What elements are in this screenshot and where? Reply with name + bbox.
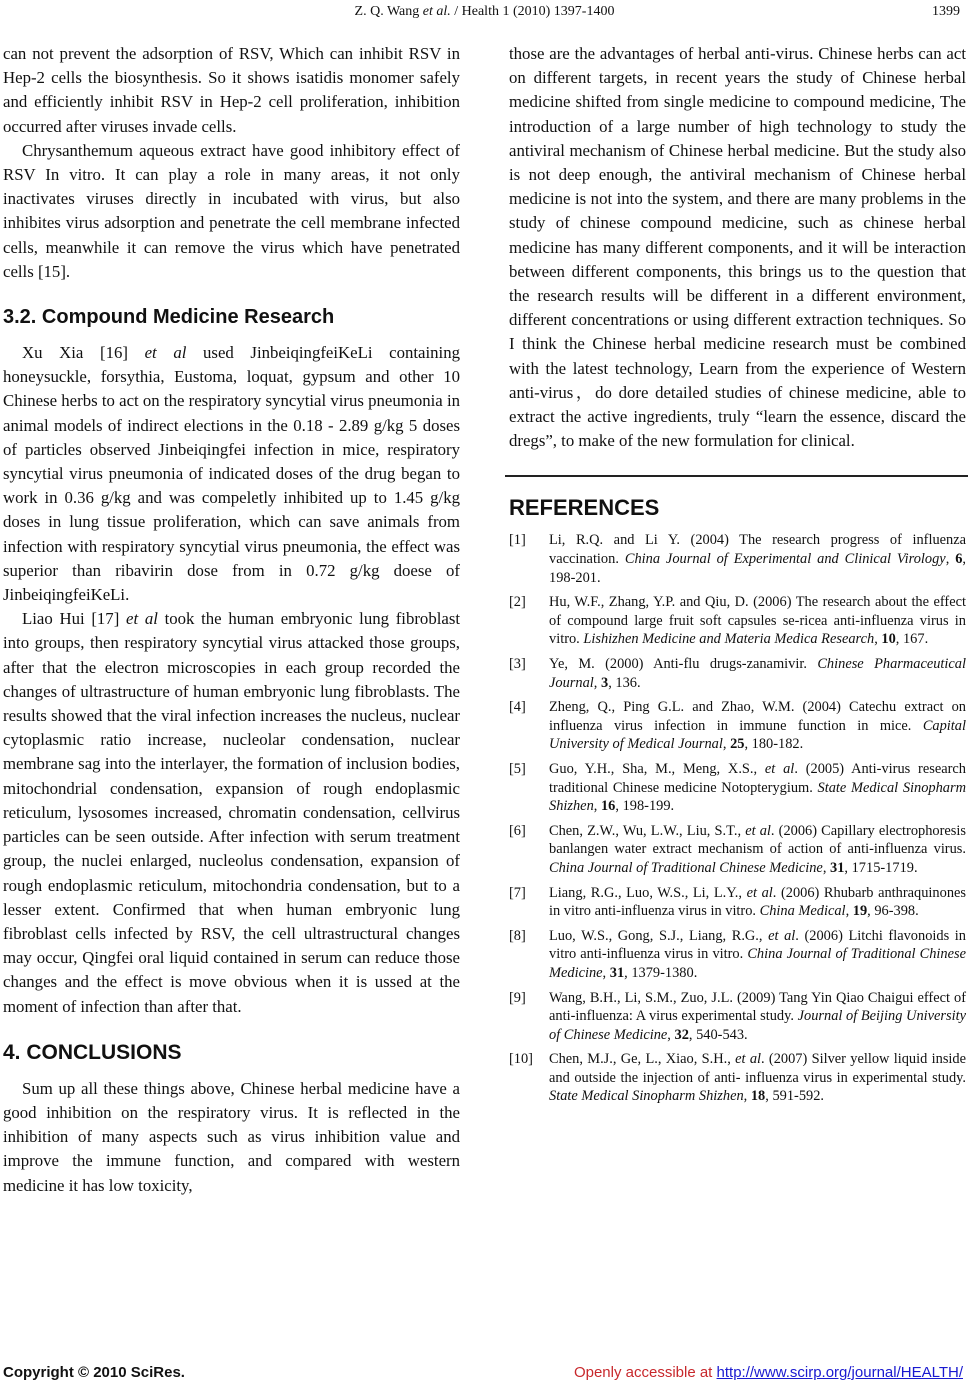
reference-pages: , 540-543.: [688, 1026, 748, 1043]
reference-journal: State Medical Sinopharm Shizhen: [549, 1088, 744, 1105]
reference-pages: , 198-199.: [615, 798, 675, 815]
reference-pages: , 136.: [608, 674, 641, 691]
reference-authors: Guo, Y.H., Sha, M., Meng, X.S.,: [549, 760, 765, 777]
reference-authors: Hu, W.F., Zhang, Y.P. and Qiu, D. (2006) The research about the effect of compound large fruit soft capsules se-ricea anti-influenza virus in vitro.: [549, 594, 966, 648]
reference-separator: ,: [667, 1026, 675, 1043]
reference-item: [509, 989, 966, 1045]
paragraph: Sum up all these things above, Chinese herbal medicine have a good inhibition on the respiratory virus. It is reflected in the inhibition of many aspects such as virus inhibition value and improve the immune function, and compared with western medicine it has low toxicity,: [3, 1078, 460, 1195]
reference-text: [549, 884, 966, 921]
reference-authors: Luo, W.S., Gong, S.J., Liang, R.G.,: [549, 927, 769, 944]
reference-title: . (2005) Anti-virus research traditional Chinese medicine Notopterygium.: [549, 760, 966, 796]
reference-title: . (2006) Capillary electrophoresis banlangen water extract mechanism of action of anti-influenza virus.: [549, 822, 966, 858]
reference-text: [549, 1050, 966, 1106]
reference-volume: 18: [750, 1088, 766, 1105]
etal-text: et al: [746, 884, 773, 901]
reference-number: [1]: [509, 532, 526, 549]
reference-separator: ,: [945, 551, 956, 568]
reference-item: [509, 927, 966, 983]
reference-text: [549, 822, 966, 878]
reference-separator: ,: [822, 859, 831, 876]
references-heading: REFERENCES: [509, 495, 660, 521]
reference-journal: China Medical: [759, 903, 846, 920]
section-divider: [505, 475, 968, 477]
journal-link[interactable]: http://www.scirp.org/journal/HEALTH/: [716, 1364, 963, 1381]
reference-text: [549, 927, 966, 983]
reference-text: [549, 760, 966, 816]
reference-number: [5]: [509, 760, 526, 777]
right-column: [509, 42, 966, 1112]
reference-number: [6]: [509, 822, 526, 839]
header-authors: Z. Q. Wang: [354, 4, 423, 19]
page-number: 1399: [932, 4, 960, 19]
reference-title: . (2007) Silver yellow liquid inside and outside the injection of anti- influenza virus in experimental study.: [549, 1051, 966, 1086]
running-title: [0, 4, 969, 20]
reference-number: [9]: [509, 989, 526, 1006]
reference-separator: ,: [722, 736, 731, 753]
reference-item: [509, 760, 966, 816]
reference-pages: , 180-182.: [744, 736, 804, 753]
reference-authors: Chen, M.J., Ge, L., Xiao, S.H.,: [549, 1051, 736, 1068]
reference-item: [509, 531, 966, 587]
reference-volume: 31: [609, 964, 625, 981]
reference-volume: 10: [881, 631, 896, 648]
reference-number: [2]: [509, 594, 526, 611]
reference-authors: Chen, Z.W., Wu, L.W., Liu, S.T.,: [549, 822, 746, 839]
section-heading: 3.2. Compound Medicine Research: [3, 306, 335, 329]
reference-pages: , 591-592.: [765, 1088, 825, 1105]
paragraph: those are the advantages of herbal anti-virus. Chinese herbs can act on different targets, in recent years the study of Chinese herbal medicine shifted from single medicine to compound medicine, The introduction of a large number of high technology to study the antiviral mechanism of Chinese herbal medicine. But the study also is not deep enough, the antiviral mechanism of Chinese herbal medicine is not into the system, and there are many problems in the study of chinese compound medicine, such as chinese herbal medicine has many different components, and it will be interaction between different components, this brings us to the question that the research results will be different in a different environment, different concentrations or using different extraction techniques. So I think the Chinese herbal medicine research must be combined with the latest technology, Learn from the experience of Western anti-virus，do dore detailed studies of chinese medicine, able to extract the active ingredients, truly “learn the essence, discard the dregs”, to make of the new formulation for clinical.: [509, 44, 966, 451]
reference-separator: ,: [602, 964, 610, 981]
reference-pages: , 1379-1380.: [624, 964, 698, 981]
reference-number: [8]: [509, 927, 526, 944]
paragraph: [3, 607, 460, 1018]
reference-item: [509, 698, 966, 754]
reference-volume: 19: [852, 903, 868, 920]
reference-authors: Li, R.Q. and Li Y. (2004) The research progress of influenza vaccination.: [549, 532, 966, 568]
reference-number: [3]: [509, 656, 526, 673]
open-access-notice: [574, 1364, 963, 1381]
reference-separator: ,: [593, 674, 601, 691]
header-etal: et al.: [422, 4, 451, 19]
reference-separator: ,: [845, 903, 853, 920]
reference-separator: ,: [593, 798, 601, 815]
etal-text: et al: [745, 822, 771, 839]
reference-separator: ,: [743, 1088, 751, 1105]
reference-text: [549, 531, 966, 587]
section-heading: 4. CONCLUSIONS: [3, 1040, 182, 1064]
reference-text: [549, 698, 966, 754]
reference-journal: Lishizhen Medicine and Materia Medica Research: [583, 631, 875, 648]
reference-volume: 6: [955, 551, 963, 568]
reference-item: [509, 822, 966, 878]
paragraph: Chrysanthemum aqueous extract have good inhibitory effect of RSV In vitro. It can play a role in many areas, it not only inactivates viruses directly in incubated with virus, but also inhibites virus adsorption and penetrate the cell membrane infected cells, meanwhile it can remove the virus which have penetrated cells [15].: [3, 140, 460, 281]
reference-number: [4]: [509, 699, 526, 716]
text-run: took the human embryonic lung fibroblast into groups, then respiratory syncytial virus attacked those groups, after that the electron microscopies in each group recorded the changes of ultrastructure of human embryonic lung fibroblasts. The results showed that the viral infection increases the nucleus, nuclear cytoplasmic ratio increase, nucleolar condensation, nuclear membrane sag into the interlayer, the formation of inclusion bodies, mitochondrial condensation, expansion of rough endoplasmic reticulum, lysosomes increased, chromatin condensation, cellvirus particles can be seen outside. After infection with serum treatment group, the nuclei enlarged, nucleolus condensation, expansion of rough endoplasmic reticulum, mitochondria condensation, but to a lesser extent. Confirmed that when human embryonic lung fibroblast cells infected by RSV, the cell ultrastructural changes may occur, Qingfei oral liquid contained in serum can reduce those changes and the effect is move obvious when it is ussed at the moment of infection than after that.: [3, 609, 461, 1016]
reference-pages: , 1715-1719.: [844, 859, 918, 876]
copyright: Copyright © 2010 SciRes.: [3, 1364, 185, 1381]
header-journal: / Health 1 (2010) 1397-1400: [450, 4, 615, 19]
etal-text: et al: [735, 1051, 762, 1068]
reference-journal: China Journal of Traditional Chinese Medicine: [549, 946, 966, 981]
reference-authors: Zheng, Q., Ping G.L. and Zhao, W.M. (2004) Catechu extract on influenza virus infection in immune function in mice.: [549, 699, 966, 734]
reference-journal: Journal of Beijing University of Chinese Medicine: [549, 1008, 966, 1043]
text-run: Xu Xia [16]: [22, 343, 145, 363]
reference-number: [10]: [509, 1051, 533, 1068]
reference-journal: China Journal of Experimental and Clinical Virology: [624, 551, 946, 568]
left-column: [3, 42, 460, 1198]
reference-authors: Ye, M. (2000) Anti-flu drugs-zanamivir.: [549, 656, 818, 673]
reference-journal: Capital University of Medical Journal: [549, 717, 966, 753]
etal-text: et al: [126, 609, 158, 629]
reference-list: [509, 531, 966, 1106]
open-access-text: Openly accessible at: [573, 1364, 717, 1381]
reference-text: [549, 989, 966, 1045]
etal-text: et al: [144, 343, 187, 363]
reference-title: . (2006) Litchi flavonoids in vitro anti-influenza virus in vitro.: [549, 927, 966, 963]
reference-journal: China Journal of Traditional Chinese Medicine: [549, 859, 823, 876]
reference-text: [549, 593, 966, 649]
reference-authors: Wang, B.H., Li, S.M., Zuo, J.L. (2009) Tang Yin Qiao Chaigui effect of anti-influenza: A virus experimental study.: [549, 989, 966, 1025]
reference-pages: , 198-201.: [549, 551, 967, 586]
reference-item: [509, 884, 966, 921]
text-run: used JinbeiqingfeiKeLi containing honeysuckle, forsythia, Eustoma, loquat, gypsum and other 10 Chinese herbs to act on the respiratory syncytial virus pneumonia in animal models of indirect elections in the 0.18 - 2.89 g/kg 5 doses of particles observed Jinbeiqingfei infection in mice, respiratory syncytial virus pneumonia of indicated doses of the drug began to work in 0.36 g/kg and was compeletly inhibited up to 1.45 g/kg doses in lung tissue proliferation, which can save animals from infection with respiratory syncytial virus pneumonia, the effect was superior than ribavirin dose from in 0.72 g/kg doese of JinbeiqingfeiKeLi.: [3, 343, 460, 605]
reference-volume: 31: [830, 859, 845, 876]
reference-volume: 32: [674, 1026, 689, 1043]
reference-item: [509, 593, 966, 649]
reference-item: [509, 1050, 966, 1106]
reference-separator: ,: [874, 631, 882, 648]
reference-journal: State Medical Sinopharm Shizhen: [549, 779, 966, 815]
paragraph: can not prevent the adsorption of RSV, Which can inhibit RSV in Hep-2 cells the biosynthesis. So it shows isatidis monomer safely and efficiently inhibit RSV in Hep-2 cell proliferation, inhibition occurred after viruses invade cells.: [3, 44, 460, 136]
page-footer: [0, 1364, 969, 1386]
reference-pages: , 96-398.: [867, 903, 919, 920]
reference-item: [509, 655, 966, 692]
reference-journal: Chinese Pharmaceutical Journal: [549, 656, 966, 691]
reference-volume: 16: [600, 798, 616, 815]
reference-text: [549, 655, 966, 692]
text-run: Liao Hui [17]: [22, 609, 126, 629]
reference-number: [7]: [509, 884, 526, 901]
reference-volume: 25: [730, 736, 745, 753]
etal-text: et al: [768, 927, 796, 944]
reference-pages: , 167.: [895, 631, 929, 648]
etal-text: et al: [764, 760, 795, 777]
page-header: [0, 4, 969, 24]
reference-title: . (2006) Rhubarb anthraquinones in vitro anti-influenza virus in vitro.: [549, 884, 967, 920]
reference-authors: Liang, R.G., Luo, W.S., Li, L.Y.,: [549, 884, 747, 901]
paragraph: [3, 341, 460, 607]
reference-volume: 3: [600, 674, 609, 691]
